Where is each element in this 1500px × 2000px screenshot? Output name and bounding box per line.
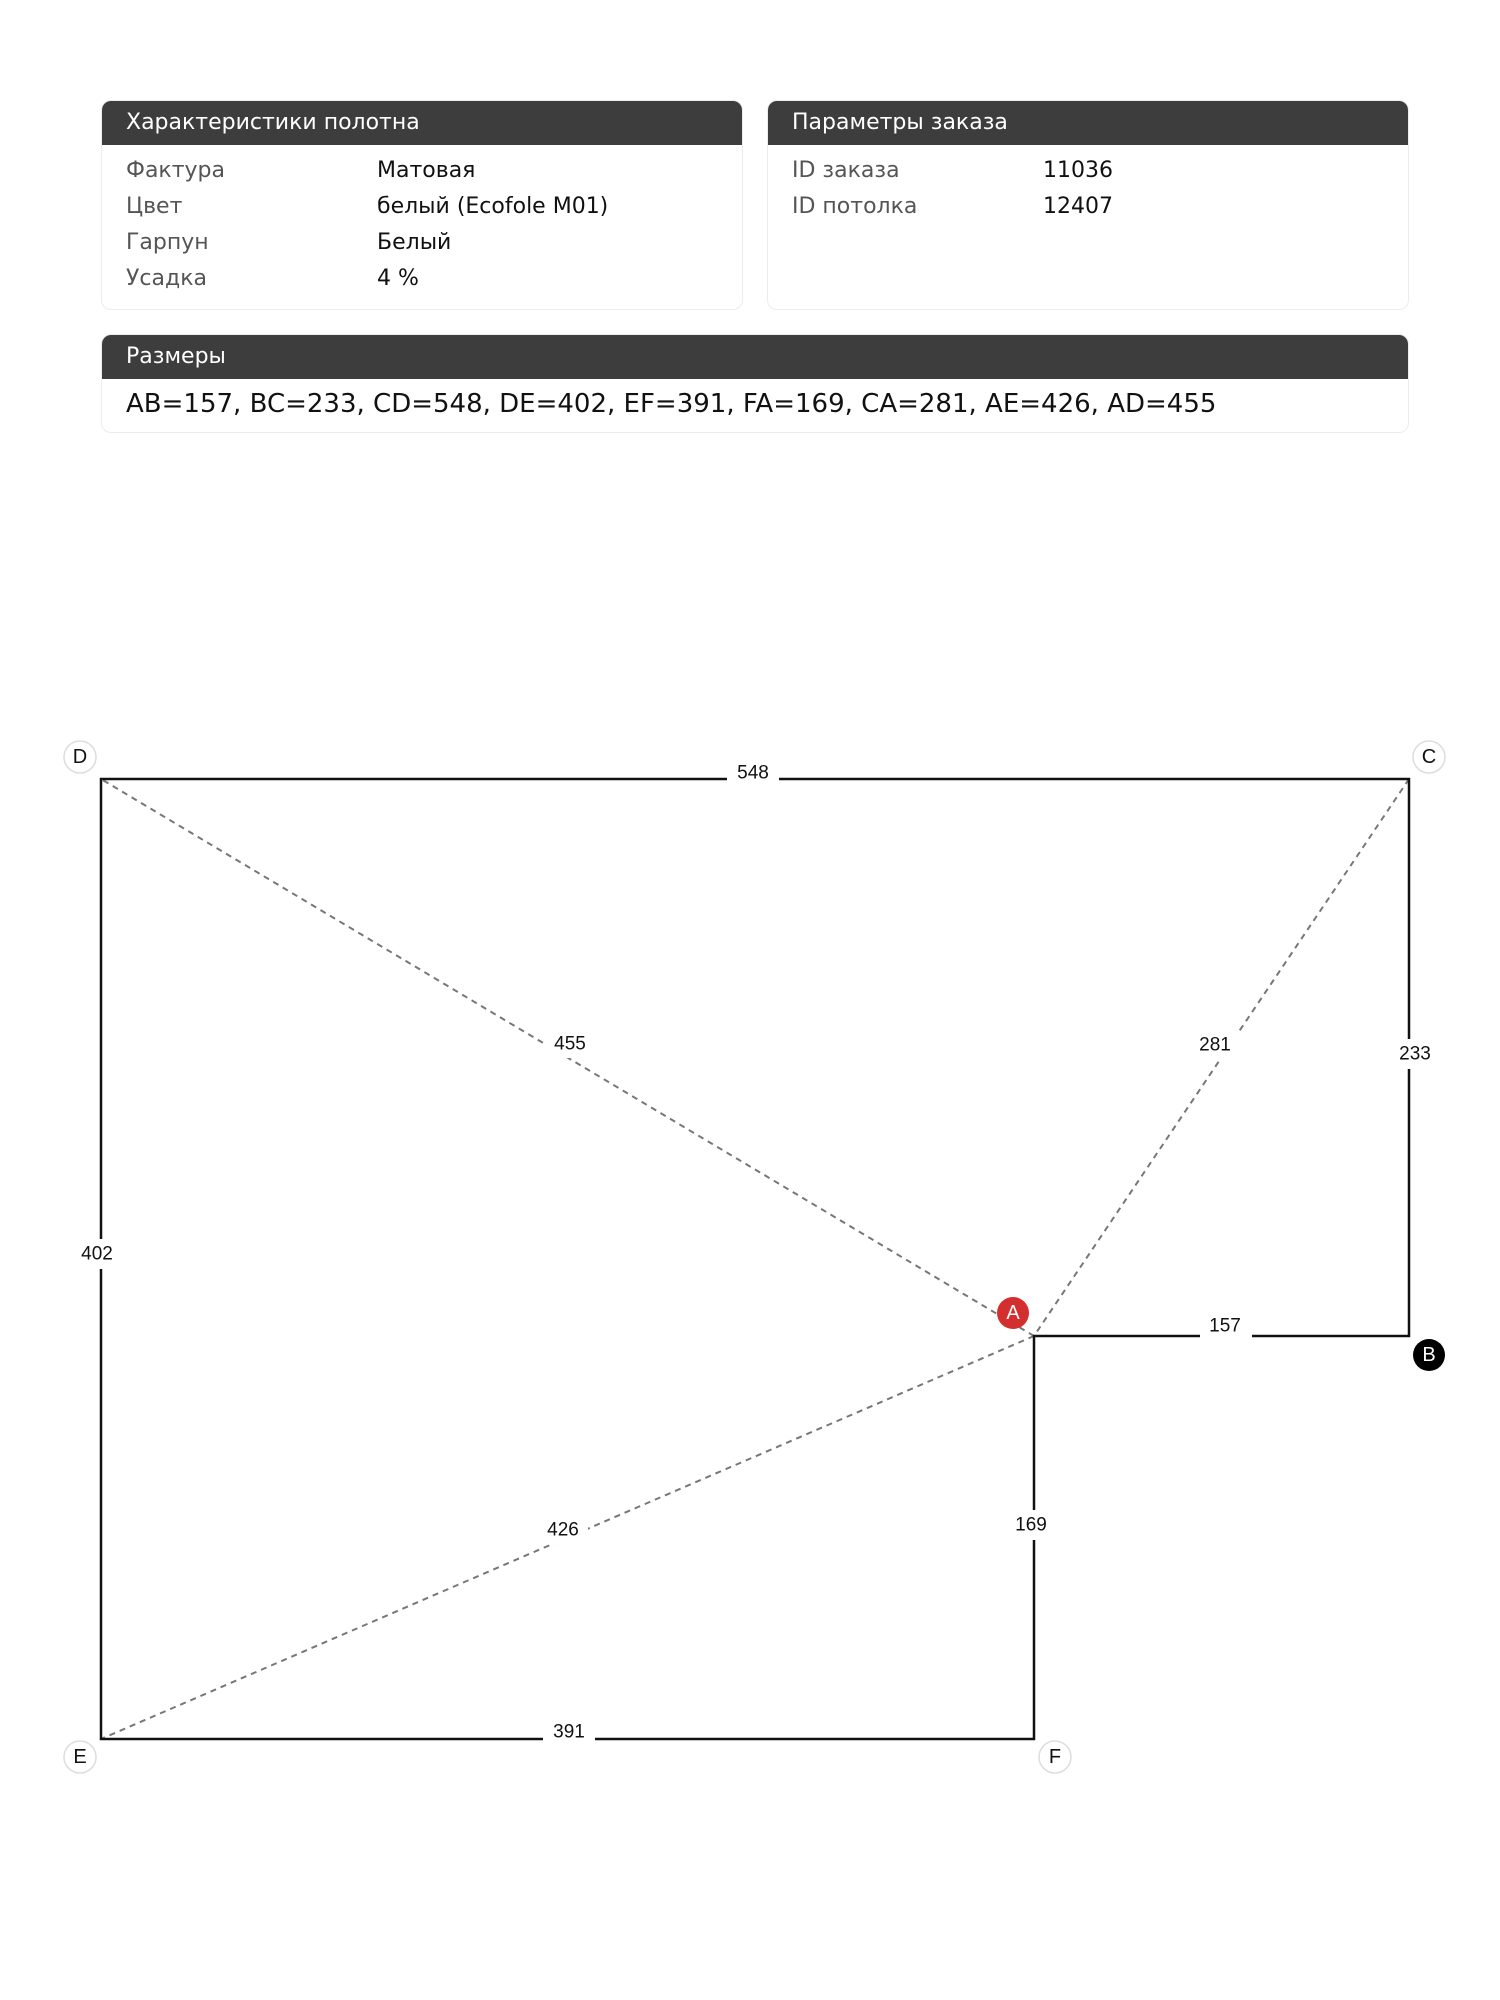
order-panel-title: Параметры заказа <box>768 101 1408 145</box>
vertex-b-label: B <box>1422 1344 1436 1366</box>
color-label: Цвет <box>126 194 183 219</box>
vertex-c-label: C <box>1421 746 1437 768</box>
vertex-a[interactable] <box>997 1297 1029 1329</box>
harpoon-label: Гарпун <box>126 230 209 255</box>
order-id-label: ID заказа <box>792 158 900 183</box>
vertex-a-label: A <box>1006 1302 1020 1324</box>
fabric-panel-title: Характеристики полотна <box>102 101 742 145</box>
wall-label-fa: 169 <box>1015 1514 1047 1536</box>
diagonal-label-ca: 281 <box>1199 1034 1231 1056</box>
vertex-d-label: D <box>72 746 88 768</box>
vertex-f[interactable] <box>1039 1741 1071 1773</box>
room-outline <box>101 779 1409 1739</box>
texture-value: Матовая <box>377 158 476 183</box>
wall-label-cd: 548 <box>737 762 769 784</box>
vertex-e-label: E <box>73 1746 87 1768</box>
shrinkage-value: 4 % <box>377 266 419 291</box>
order-id-value: 11036 <box>1043 158 1113 183</box>
ceiling-id-value: 12407 <box>1043 194 1113 219</box>
wall-label-de: 402 <box>81 1243 113 1265</box>
wall-label-ab: 157 <box>1209 1315 1241 1337</box>
vertex-e[interactable] <box>64 1741 96 1773</box>
vertex-c[interactable] <box>1413 741 1445 773</box>
vertex-f-label: F <box>1048 1746 1062 1768</box>
sizes-list: AB=157, BC=233, CD=548, DE=402, EF=391, FA=169, CA=281, AE=426, AD=455 <box>126 389 1217 419</box>
vertex-d[interactable] <box>64 741 96 773</box>
shrinkage-label: Усадка <box>126 266 207 291</box>
color-value: белый (Ecofole M01) <box>377 194 609 219</box>
harpoon-value: Белый <box>377 230 452 255</box>
sizes-panel-title: Размеры <box>102 335 1408 379</box>
wall-label-ef: 391 <box>553 1721 585 1743</box>
diagonal-label-ae: 426 <box>547 1519 579 1541</box>
texture-label: Фактура <box>126 158 225 183</box>
ceiling-id-label: ID потолка <box>792 194 918 219</box>
diagonal-label-ad: 455 <box>554 1033 586 1055</box>
vertex-b[interactable] <box>1413 1339 1445 1371</box>
wall-label-bc: 233 <box>1399 1043 1431 1065</box>
